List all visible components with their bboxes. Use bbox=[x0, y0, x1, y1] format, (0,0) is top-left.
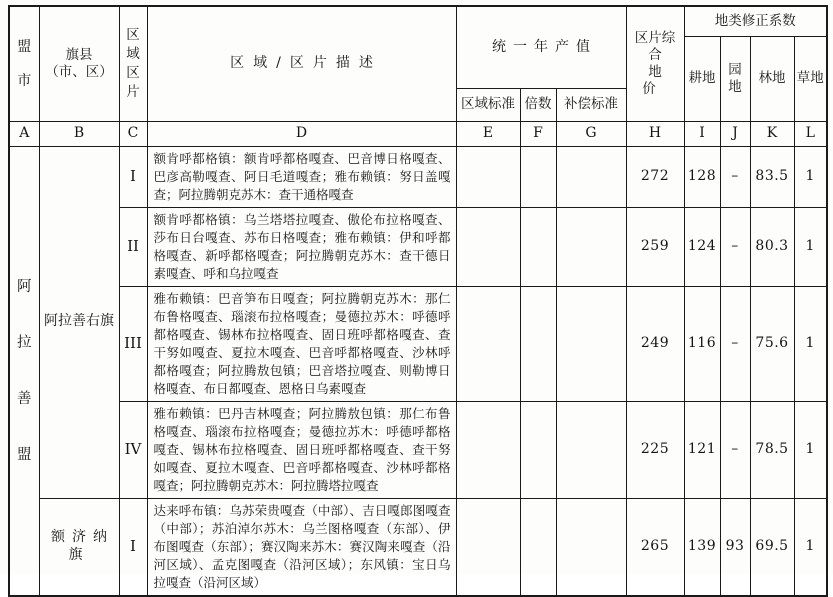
header-farmland: 耕地 bbox=[684, 36, 720, 121]
garden-cell: – bbox=[720, 286, 750, 401]
price-cell: 272 bbox=[626, 146, 684, 207]
table-row bbox=[9, 207, 827, 286]
area-standard-cell bbox=[456, 146, 520, 207]
compensation-standard-cell bbox=[556, 498, 626, 596]
multiple-cell bbox=[520, 401, 556, 498]
description-cell: 额肯呼都格镇：额肯呼都格嘎查、巴音博日格嘎查、巴彦高勒嘎查、阿日毛道嘎查；雅布赖镇：努日盖嘎查；阿拉腾朝克苏木：查干通格嘎查 bbox=[147, 146, 456, 207]
compensation-standard-cell bbox=[556, 146, 626, 207]
zone-cell: II bbox=[119, 207, 147, 286]
zone-cell: I bbox=[119, 146, 147, 207]
header-grassland: 草地 bbox=[794, 36, 827, 121]
header-league-label: 盟市 bbox=[17, 38, 32, 89]
farmland-cell: 128 bbox=[684, 146, 720, 207]
price-cell: 225 bbox=[626, 401, 684, 498]
compensation-standard-cell bbox=[556, 286, 626, 401]
header-zone-price bbox=[626, 6, 684, 121]
forest-cell: 69.5 bbox=[750, 498, 794, 596]
column-letter-c: C bbox=[119, 121, 147, 146]
price-cell: 249 bbox=[626, 286, 684, 401]
league-name: 阿拉善盟 bbox=[17, 278, 32, 463]
description-cell: 额肯呼都格镇：乌兰塔塔拉嘎查、傲伦布拉格嘎查、莎布日台嘎查、苏布日格嘎查；雅布赖镇：伊和呼都格嘎查、新呼都格嘎查；阿拉腾朝克苏木：查干德日素嘎查、呼和乌拉嘎查 bbox=[147, 207, 456, 286]
header-multiple: 倍数 bbox=[520, 88, 556, 121]
grassland-cell: 1 bbox=[794, 401, 827, 498]
header-zone-label: 区域区片 bbox=[126, 26, 140, 100]
grassland-cell: 1 bbox=[794, 146, 827, 207]
forest-cell: 83.5 bbox=[750, 146, 794, 207]
column-letter-l: L bbox=[794, 121, 827, 146]
header-area-standard: 区域标准 bbox=[456, 88, 520, 121]
column-letter-a: A bbox=[9, 121, 39, 146]
header-zone-price-line1: 区片综合 bbox=[634, 30, 676, 63]
banner-cell: 阿拉善右旗 bbox=[39, 146, 119, 498]
forest-cell: 75.6 bbox=[750, 286, 794, 401]
garden-cell: – bbox=[720, 146, 750, 207]
column-letter-row bbox=[9, 121, 827, 146]
zone-cell: IV bbox=[119, 401, 147, 498]
grassland-cell: 1 bbox=[794, 498, 827, 596]
area-standard-cell bbox=[456, 286, 520, 401]
header-league bbox=[9, 6, 39, 121]
table-row bbox=[9, 146, 827, 207]
garden-cell: – bbox=[720, 207, 750, 286]
zone-cell: I bbox=[119, 498, 147, 596]
multiple-cell bbox=[520, 207, 556, 286]
column-letter-h: H bbox=[626, 121, 684, 146]
description-cell: 雅布赖镇：巴丹吉林嘎查；阿拉腾敖包镇：那仁布鲁格嘎查、瑙滚布拉格嘎查；曼德拉苏木：呼德呼都格嘎查、锡林布拉格嘎查、固日班呼都格嘎查、查干努如嘎查、夏拉木嘎查、巴音呼都格嘎查、沙林呼都格嘎查；阿拉腾朝克苏木：阿拉腾塔拉嘎查 bbox=[147, 401, 456, 498]
header-forest: 林地 bbox=[750, 36, 794, 121]
header-banner-line2: （市、区） bbox=[45, 63, 113, 80]
multiple-cell bbox=[520, 146, 556, 207]
farmland-cell: 116 bbox=[684, 286, 720, 401]
header-compensation-standard: 补偿标准 bbox=[556, 88, 626, 121]
table-row bbox=[9, 286, 827, 401]
farmland-cell: 139 bbox=[684, 498, 720, 596]
header-banner bbox=[39, 6, 119, 121]
garden-cell: – bbox=[720, 401, 750, 498]
grassland-cell: 1 bbox=[794, 286, 827, 401]
column-letter-d: D bbox=[147, 121, 456, 146]
compensation-standard-cell bbox=[556, 401, 626, 498]
banner-cell: 额济纳旗 bbox=[39, 498, 119, 596]
header-annual-value-group: 统一年产值 bbox=[456, 6, 626, 88]
area-standard-cell bbox=[456, 401, 520, 498]
multiple-cell bbox=[520, 286, 556, 401]
header-zone-price-line2: 地价 bbox=[642, 63, 674, 97]
land-price-table bbox=[8, 5, 828, 597]
column-letter-k: K bbox=[750, 121, 794, 146]
header-description: 区域/区片描述 bbox=[147, 6, 456, 121]
column-letter-i: I bbox=[684, 121, 720, 146]
column-letter-e: E bbox=[456, 121, 520, 146]
multiple-cell bbox=[520, 498, 556, 596]
description-cell: 雅布赖镇：巴音笋布日嘎查；阿拉腾朝克苏木：那仁布鲁格嘎查、瑙滚布拉格嘎查；曼德拉苏木：呼德呼都格嘎查、锡林布拉格嘎查、固日班呼都格嘎查、查干努如嘎查、夏拉木嘎查、巴音呼都格嘎查、沙林呼都格嘎查；阿拉腾敖包镇；巴音塔拉嘎查、则勒博日格嘎查、布日都嘎查、恩格日乌素嘎查 bbox=[147, 286, 456, 401]
league-cell bbox=[9, 146, 39, 596]
header-banner-line1: 旗县 bbox=[65, 46, 93, 63]
column-letter-g: G bbox=[556, 121, 626, 146]
header-zone bbox=[119, 6, 147, 121]
description-cell: 达来呼布镇：乌苏荣贵嘎查（中部）、吉日嘎郎图嘎查（中部）；苏泊淖尔苏木：乌兰图格嘎查（东部）、伊布图嘎查（东部）；赛汉陶来苏木：赛汉陶来嘎查（沿河区域）、孟克图嘎查（沿河区域）；东风镇：宝日乌拉嘎查（沿河区域） bbox=[147, 498, 456, 596]
garden-cell: 93 bbox=[720, 498, 750, 596]
header-garden: 园地 bbox=[720, 36, 750, 121]
price-cell: 259 bbox=[626, 207, 684, 286]
zone-cell: III bbox=[119, 286, 147, 401]
table-row bbox=[9, 498, 827, 596]
area-standard-cell bbox=[456, 207, 520, 286]
area-standard-cell bbox=[456, 498, 520, 596]
grassland-cell: 1 bbox=[794, 207, 827, 286]
header-coefficient-group: 地类修正系数 bbox=[684, 6, 827, 36]
column-letter-f: F bbox=[520, 121, 556, 146]
forest-cell: 78.5 bbox=[750, 401, 794, 498]
forest-cell: 80.3 bbox=[750, 207, 794, 286]
column-letter-b: B bbox=[39, 121, 119, 146]
farmland-cell: 121 bbox=[684, 401, 720, 498]
compensation-standard-cell bbox=[556, 207, 626, 286]
price-cell: 265 bbox=[626, 498, 684, 596]
column-letter-j: J bbox=[720, 121, 750, 146]
table-row bbox=[9, 401, 827, 498]
farmland-cell: 124 bbox=[684, 207, 720, 286]
